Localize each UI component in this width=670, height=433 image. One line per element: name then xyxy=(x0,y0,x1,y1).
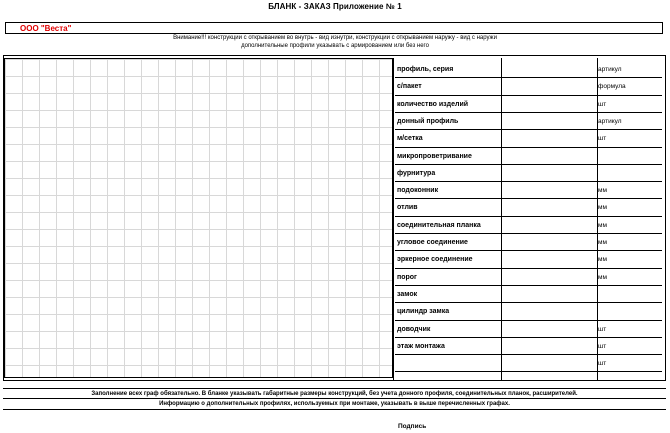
spec-row xyxy=(395,303,662,320)
spec-row-unit: мм xyxy=(598,204,607,212)
spec-row xyxy=(395,199,662,216)
column-divider xyxy=(393,58,394,380)
signature-label: Подпись xyxy=(398,423,427,430)
spec-row-value-field[interactable] xyxy=(501,130,598,146)
footer-note-2 xyxy=(3,399,666,410)
spec-row-label: м/сетка xyxy=(397,135,423,143)
spec-row xyxy=(395,96,662,113)
spec-row-value-field[interactable] xyxy=(501,321,598,337)
spec-row xyxy=(395,217,662,234)
spec-row-label: фурнитура xyxy=(397,169,436,177)
spec-row-value-field[interactable] xyxy=(501,251,598,267)
spec-row xyxy=(395,165,662,182)
spec-row-label: с/пакет xyxy=(397,83,422,91)
form-title: БЛАНК - ЗАКАЗ Приложение № 1 xyxy=(268,2,402,11)
spec-row xyxy=(395,286,662,303)
spec-row-value-field[interactable] xyxy=(501,61,598,77)
spec-row-unit: формула xyxy=(598,83,626,91)
spec-row xyxy=(395,148,662,165)
spec-row-unit: артикул xyxy=(598,117,622,125)
spec-row-value-field[interactable] xyxy=(501,78,598,94)
spec-row-value-field[interactable] xyxy=(501,286,598,302)
spec-row-unit: мм xyxy=(598,187,607,195)
spec-row-label: эркерное соединение xyxy=(397,256,473,264)
spec-row-label: микропроветривание xyxy=(397,152,472,160)
spec-row xyxy=(395,321,662,338)
spec-row-label: донный профиль xyxy=(397,117,459,125)
spec-row-value-field[interactable] xyxy=(501,165,598,181)
spec-row xyxy=(395,269,662,286)
spec-row-label: подоконник xyxy=(397,187,439,195)
spec-row xyxy=(395,234,662,251)
spec-row-label: цилиндр замка xyxy=(397,308,450,316)
spec-row-unit: мм xyxy=(598,256,607,264)
spec-row-unit: артикул xyxy=(598,66,622,73)
spec-row-label: порог xyxy=(397,273,417,281)
spec-row-value-field[interactable] xyxy=(501,96,598,112)
spec-row-label: угловое соединение xyxy=(397,239,468,246)
spec-row-value-field[interactable] xyxy=(501,182,598,198)
row-divider xyxy=(395,371,662,372)
spec-row-value-field[interactable] xyxy=(501,269,598,285)
spec-row-unit: шт xyxy=(598,100,607,108)
spec-row xyxy=(395,182,662,199)
drawing-grid[interactable] xyxy=(4,58,393,378)
spec-row-value-field[interactable] xyxy=(501,338,598,354)
spec-row-unit: мм xyxy=(598,239,607,246)
note-line-2: дополнительные профили указывать с армированием или без него xyxy=(241,43,429,49)
spec-row-value-field[interactable] xyxy=(501,355,598,371)
footer-note-1-text: Заполнение всех граф обязательно. В бланке указывать габаритные размеры конструкций, без учета донного профиля, соединительных планок, расширителей. xyxy=(91,391,578,397)
footer-note-1 xyxy=(3,388,666,399)
spec-row-label: профиль, серия xyxy=(397,66,454,73)
note-line-1: Внимание!!! конструкции с открыванием во внутрь - вид изнутри, конструкции с открыванием наружу - вид с наружи xyxy=(173,35,497,41)
spec-row-unit: шт xyxy=(598,135,607,143)
spec-row-value-field[interactable] xyxy=(501,217,598,233)
spec-row-label: количество изделий xyxy=(397,100,469,108)
spec-row-unit: мм xyxy=(598,273,607,281)
spec-row xyxy=(395,355,662,372)
spec-row-unit: мм xyxy=(598,221,607,229)
footer-note-2-text: Информацию о дополнительных профилях, используемых при монтаже, указывать в выше перечисленных графах. xyxy=(159,401,510,407)
spec-row-value-field[interactable] xyxy=(501,234,598,250)
spec-row-value-field[interactable] xyxy=(501,199,598,215)
spec-row-value-field[interactable] xyxy=(501,303,598,319)
spec-row-value-field[interactable] xyxy=(501,113,598,129)
spec-row-label: доводчик xyxy=(397,325,431,333)
spec-row-label: отлив xyxy=(397,204,418,212)
spec-row-unit: шт xyxy=(598,360,607,368)
spec-row-label: замок xyxy=(397,290,418,298)
spec-row xyxy=(395,338,662,355)
spec-row xyxy=(395,130,662,147)
spec-row-label: соединительная планка xyxy=(397,221,481,229)
spec-row xyxy=(395,113,662,130)
spec-row xyxy=(395,61,662,78)
spec-row-unit: шт xyxy=(598,325,607,333)
spec-row-label: этаж монтажа xyxy=(397,342,445,350)
spec-row xyxy=(395,251,662,268)
spec-row xyxy=(395,78,662,95)
spec-row-value-field[interactable] xyxy=(501,148,598,164)
spec-row-unit: шт xyxy=(598,342,607,350)
company-name-field[interactable]: ООО "Веста" xyxy=(5,22,663,34)
